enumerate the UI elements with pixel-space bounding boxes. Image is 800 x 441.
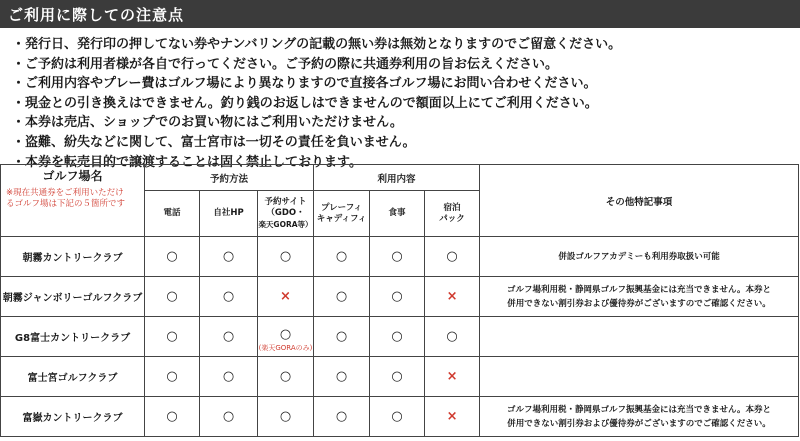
site-mark: ○ bbox=[279, 327, 292, 342]
notice-item: ・本券を転売目的で譲渡することは固く禁止しております。 bbox=[12, 154, 362, 170]
golf-name-header: ゴルフ場名 bbox=[42, 169, 103, 183]
other-notes-header: その他特記事項 bbox=[480, 165, 799, 237]
col-meal-header: 食事 bbox=[370, 191, 425, 237]
col-playfee-header bbox=[314, 191, 370, 237]
site-mark: ○ bbox=[258, 237, 314, 277]
notice-list bbox=[12, 35, 792, 172]
hp-mark: ○ bbox=[200, 237, 258, 277]
remark-cell bbox=[480, 357, 799, 397]
remark-cell bbox=[480, 397, 799, 437]
hp-mark: ○ bbox=[200, 397, 258, 437]
phone-mark: ○ bbox=[145, 317, 200, 357]
course-name: G8富士カントリークラブ bbox=[1, 317, 145, 357]
table-row bbox=[1, 317, 799, 357]
table-row bbox=[1, 357, 799, 397]
course-name: 富士宮ゴルフクラブ bbox=[1, 357, 145, 397]
col-stay-line: パック bbox=[439, 213, 465, 224]
col-phone-header: 電話 bbox=[145, 191, 200, 237]
col-playfee-line: プレーフィ bbox=[320, 202, 363, 213]
remark-line: 併設ゴルフアカデミーも利用券取扱い可能 bbox=[558, 251, 720, 262]
remark-line: ゴルフ場利用税・静岡県ゴルフ振興基金には充当できません。本券と bbox=[507, 284, 772, 295]
notice-item: ・発行日、発行印の押してない券やナンバリングの記載の無い券は無効となりますのでご留意ください。 bbox=[12, 37, 622, 52]
site-mark: ○ bbox=[258, 397, 314, 437]
notice-item: ・ご利用内容やプレー費はゴルフ場により異なりますので直接各ゴルフ場にお問い合わせください。 bbox=[12, 76, 597, 92]
stay-mark: × bbox=[425, 357, 480, 397]
golf-note-line: ※現在共通券をご利用いただけ bbox=[6, 188, 124, 198]
site-mark-cell bbox=[258, 317, 314, 357]
site-mark-wrap bbox=[258, 317, 313, 352]
playfee-mark: ○ bbox=[314, 317, 370, 357]
meal-mark: ○ bbox=[370, 317, 425, 357]
course-name: 朝霧ジャンボリーゴルフクラブ bbox=[1, 277, 145, 317]
golf-note-line: るゴルフ場は下記の５箇所です bbox=[6, 199, 126, 209]
playfee-mark: ○ bbox=[314, 237, 370, 277]
remark-cell bbox=[480, 237, 799, 277]
col-site-line: 予約サイト bbox=[264, 197, 307, 207]
notice-item: ・ご予約は利用者様が各自で行ってください。ご予約の際に共通券利用の旨お伝えください。 bbox=[12, 56, 559, 72]
meal-mark: ○ bbox=[370, 397, 425, 437]
site-mark: ○ bbox=[258, 357, 314, 397]
notice-item: ・現金との引き換えはできません。釣り銭のお返しはできませんので額面以上にてご利用ください。 bbox=[12, 95, 598, 111]
course-name: 朝霧カントリークラブ bbox=[1, 237, 145, 277]
meal-mark: ○ bbox=[370, 237, 425, 277]
hp-mark: ○ bbox=[200, 317, 258, 357]
stay-mark: ○ bbox=[425, 317, 480, 357]
col-site-line: 楽天GORA等） bbox=[258, 220, 313, 229]
course-name: 富嶽カントリークラブ bbox=[1, 397, 145, 437]
playfee-mark: ○ bbox=[314, 357, 370, 397]
playfee-mark: ○ bbox=[314, 397, 370, 437]
stay-mark: × bbox=[425, 397, 480, 437]
remark-cell bbox=[480, 317, 799, 357]
remark-line: ゴルフ場利用税・静岡県ゴルフ振興基金には充当できません。本券と bbox=[507, 404, 772, 415]
golf-course-note bbox=[1, 184, 144, 210]
col-stay-header bbox=[425, 191, 480, 237]
remark-line: 併用できない割引券および優待券がございますのでご確認ください。 bbox=[507, 298, 771, 309]
hp-mark: ○ bbox=[200, 357, 258, 397]
golf-course-table bbox=[0, 164, 799, 437]
table-row bbox=[1, 397, 799, 437]
col-site-line: （GDO・ bbox=[266, 208, 305, 218]
meal-mark: ○ bbox=[370, 277, 425, 317]
table-row bbox=[1, 277, 799, 317]
usage-content-header: 利用内容 bbox=[314, 165, 480, 191]
phone-mark: ○ bbox=[145, 357, 200, 397]
remark-cell bbox=[480, 277, 799, 317]
notice-item: ・盗難、紛失などに関して、富士宮市は一切その責任を負いません。 bbox=[12, 134, 416, 150]
page-title: ご利用に際しての注意点 bbox=[8, 6, 185, 24]
site-mark: × bbox=[258, 277, 314, 317]
stay-mark: × bbox=[425, 277, 480, 317]
stay-mark: ○ bbox=[425, 237, 480, 277]
phone-mark: ○ bbox=[145, 277, 200, 317]
reservation-method-header: 予約方法 bbox=[145, 165, 314, 191]
col-stay-line: 宿泊 bbox=[443, 202, 461, 213]
phone-mark: ○ bbox=[145, 397, 200, 437]
golf-name-header-cell bbox=[1, 165, 145, 237]
meal-mark: ○ bbox=[370, 357, 425, 397]
notice-item: ・本券は売店、ショップでのお買い物にはご利用いただけません。 bbox=[12, 115, 403, 131]
phone-mark: ○ bbox=[145, 237, 200, 277]
site-mark-note: (楽天GORAのみ) bbox=[258, 344, 313, 352]
col-site-header bbox=[258, 191, 314, 237]
table-row bbox=[1, 237, 799, 277]
col-playfee-line: キャディフィ bbox=[316, 213, 367, 224]
remark-line: 併用できない割引券および優待券がございますのでご確認ください。 bbox=[507, 418, 771, 429]
hp-mark: ○ bbox=[200, 277, 258, 317]
playfee-mark: ○ bbox=[314, 277, 370, 317]
col-hp-header: 自社HP bbox=[200, 191, 258, 237]
notice-header bbox=[0, 0, 800, 28]
